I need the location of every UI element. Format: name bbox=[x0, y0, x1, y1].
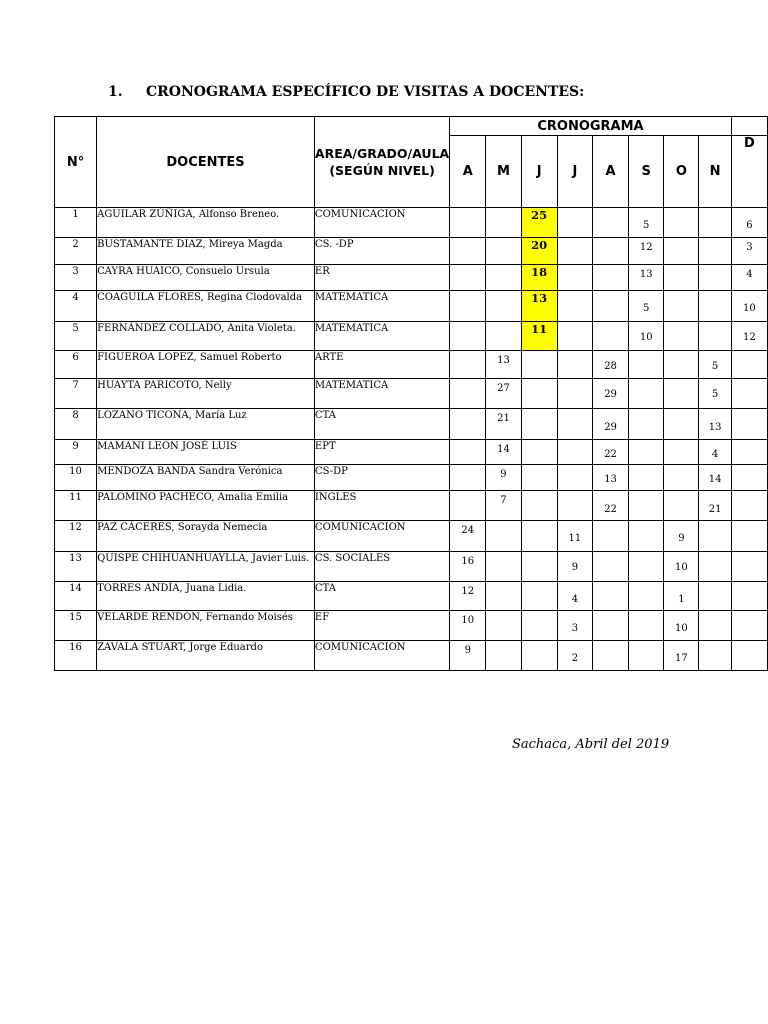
month-cell: 18 bbox=[521, 265, 557, 291]
month-cell: 10 bbox=[664, 552, 699, 582]
month-cell bbox=[731, 465, 767, 491]
month-cell bbox=[731, 582, 767, 611]
section-number: 1. bbox=[108, 84, 123, 100]
table-row bbox=[55, 208, 768, 238]
month-cell bbox=[486, 322, 521, 351]
docente-name: LOZANO TICONA, María Luz bbox=[97, 409, 315, 440]
month-cell bbox=[557, 208, 592, 238]
month-cell bbox=[699, 322, 731, 351]
table-row bbox=[55, 440, 768, 465]
month-cell: 14 bbox=[486, 440, 521, 465]
month-cell bbox=[629, 521, 664, 552]
area-cell: CS-DP bbox=[314, 465, 449, 491]
month-cell: 22 bbox=[592, 491, 628, 521]
table-row bbox=[55, 465, 768, 491]
month-cell: 10 bbox=[450, 611, 486, 641]
month-cell bbox=[664, 379, 699, 409]
month-cell: 13 bbox=[592, 465, 628, 491]
month-cell bbox=[731, 552, 767, 582]
month-cell: 10 bbox=[629, 322, 664, 351]
month-header: D bbox=[731, 136, 767, 208]
month-cell: 25 bbox=[521, 208, 557, 238]
month-cell: 13 bbox=[629, 265, 664, 291]
month-cell bbox=[664, 351, 699, 379]
month-header: J bbox=[521, 136, 557, 208]
month-cell: 3 bbox=[557, 611, 592, 641]
area-cell: ER bbox=[314, 265, 449, 291]
row-number: 13 bbox=[55, 552, 97, 582]
month-cell bbox=[557, 322, 592, 351]
area-cell: MATEMATICA bbox=[314, 322, 449, 351]
month-cell bbox=[629, 409, 664, 440]
month-cell bbox=[699, 208, 731, 238]
month-cell bbox=[592, 208, 628, 238]
month-cell bbox=[664, 465, 699, 491]
month-cell bbox=[557, 265, 592, 291]
row-number: 16 bbox=[55, 641, 97, 671]
row-number: 7 bbox=[55, 379, 97, 409]
area-cell: CTA bbox=[314, 409, 449, 440]
area-cell: EPT bbox=[314, 440, 449, 465]
row-number: 1 bbox=[55, 208, 97, 238]
month-cell bbox=[731, 491, 767, 521]
month-cell: 9 bbox=[450, 641, 486, 671]
month-header: M bbox=[486, 136, 521, 208]
header-number: N° bbox=[55, 117, 97, 208]
month-cell: 9 bbox=[486, 465, 521, 491]
month-cell bbox=[486, 238, 521, 265]
month-cell: 13 bbox=[486, 351, 521, 379]
month-cell: 17 bbox=[664, 641, 699, 671]
month-cell bbox=[731, 521, 767, 552]
month-cell: 14 bbox=[699, 465, 731, 491]
month-cell bbox=[731, 440, 767, 465]
docente-name: VELARDE RENDÓN, Fernando Moisés bbox=[97, 611, 315, 641]
header-blank bbox=[731, 117, 767, 136]
row-number: 12 bbox=[55, 521, 97, 552]
month-cell bbox=[699, 265, 731, 291]
month-cell bbox=[731, 409, 767, 440]
month-cell bbox=[521, 351, 557, 379]
table-row bbox=[55, 641, 768, 671]
docente-name: AGUILAR ZÚÑIGA, Alfonso Breneo. bbox=[97, 208, 315, 238]
month-cell bbox=[557, 238, 592, 265]
month-cell bbox=[592, 521, 628, 552]
month-cell bbox=[664, 208, 699, 238]
area-cell: COMUNICACION bbox=[314, 641, 449, 671]
month-cell bbox=[592, 238, 628, 265]
month-cell: 11 bbox=[521, 322, 557, 351]
area-cell: COMUNICACION bbox=[314, 208, 449, 238]
table-row bbox=[55, 409, 768, 440]
table-row bbox=[55, 521, 768, 552]
row-number: 14 bbox=[55, 582, 97, 611]
month-cell bbox=[629, 491, 664, 521]
month-cell: 4 bbox=[557, 582, 592, 611]
month-cell: 7 bbox=[486, 491, 521, 521]
month-cell bbox=[592, 265, 628, 291]
area-cell: MATEMATICA bbox=[314, 291, 449, 322]
table-row bbox=[55, 611, 768, 641]
month-cell bbox=[664, 265, 699, 291]
month-cell: 21 bbox=[486, 409, 521, 440]
month-cell: 20 bbox=[521, 238, 557, 265]
month-cell bbox=[699, 521, 731, 552]
row-number: 15 bbox=[55, 611, 97, 641]
month-cell bbox=[486, 552, 521, 582]
month-cell: 21 bbox=[699, 491, 731, 521]
month-cell bbox=[486, 582, 521, 611]
month-cell bbox=[664, 291, 699, 322]
month-cell: 28 bbox=[592, 351, 628, 379]
month-cell: 5 bbox=[699, 379, 731, 409]
month-cell: 22 bbox=[592, 440, 628, 465]
month-cell bbox=[521, 582, 557, 611]
month-cell bbox=[557, 291, 592, 322]
row-number: 11 bbox=[55, 491, 97, 521]
month-cell bbox=[521, 552, 557, 582]
month-cell bbox=[521, 491, 557, 521]
section-heading bbox=[108, 84, 584, 100]
month-cell bbox=[486, 641, 521, 671]
month-cell bbox=[450, 351, 486, 379]
month-cell bbox=[699, 552, 731, 582]
month-cell bbox=[592, 552, 628, 582]
row-number: 5 bbox=[55, 322, 97, 351]
table-row bbox=[55, 265, 768, 291]
month-cell: 4 bbox=[731, 265, 767, 291]
month-cell bbox=[731, 611, 767, 641]
row-number: 8 bbox=[55, 409, 97, 440]
month-cell bbox=[521, 409, 557, 440]
month-cell bbox=[664, 440, 699, 465]
month-cell: 9 bbox=[664, 521, 699, 552]
month-cell bbox=[664, 409, 699, 440]
docente-name: ZAVALA STUART, Jorge Eduardo bbox=[97, 641, 315, 671]
month-cell bbox=[629, 552, 664, 582]
month-cell bbox=[450, 238, 486, 265]
month-cell: 2 bbox=[557, 641, 592, 671]
table-row bbox=[55, 582, 768, 611]
area-cell: INGLES bbox=[314, 491, 449, 521]
month-cell bbox=[664, 238, 699, 265]
month-cell bbox=[629, 611, 664, 641]
month-cell bbox=[450, 409, 486, 440]
schedule-rows bbox=[55, 208, 768, 671]
month-cell bbox=[521, 521, 557, 552]
table-row bbox=[55, 552, 768, 582]
docente-name: QUISPE CHIHUANHUAYLLA, Javier Luis. bbox=[97, 552, 315, 582]
month-header: N bbox=[699, 136, 731, 208]
month-cell bbox=[699, 582, 731, 611]
month-cell bbox=[450, 465, 486, 491]
header-cronograma: CRONOGRAMA bbox=[450, 117, 732, 136]
area-cell: EF bbox=[314, 611, 449, 641]
month-header: A bbox=[450, 136, 486, 208]
table-row bbox=[55, 291, 768, 322]
header-docentes: DOCENTES bbox=[97, 117, 315, 208]
month-cell bbox=[592, 322, 628, 351]
month-cell bbox=[521, 611, 557, 641]
schedule-table bbox=[54, 116, 768, 671]
area-cell: CS. -DP bbox=[314, 238, 449, 265]
month-cell bbox=[629, 379, 664, 409]
month-cell bbox=[521, 379, 557, 409]
month-header: J bbox=[557, 136, 592, 208]
month-cell bbox=[731, 641, 767, 671]
docente-name: FERNÁNDEZ COLLADO, Anita Violeta. bbox=[97, 322, 315, 351]
docente-name: PAZ CÁCERES, Sorayda Nemecia bbox=[97, 521, 315, 552]
month-cell bbox=[629, 582, 664, 611]
month-cell bbox=[486, 291, 521, 322]
area-cell: ARTE bbox=[314, 351, 449, 379]
table-row bbox=[55, 379, 768, 409]
header-area: AREA/GRADO/AULA (SEGÚN NIVEL) bbox=[314, 117, 449, 208]
month-cell: 5 bbox=[629, 291, 664, 322]
area-cell: COMUNICACION bbox=[314, 521, 449, 552]
month-cell: 6 bbox=[731, 208, 767, 238]
docente-name: MENDOZA BANDA Sandra Verónica bbox=[97, 465, 315, 491]
table-row bbox=[55, 491, 768, 521]
month-cell bbox=[664, 491, 699, 521]
docente-name: FIGUEROA LOPEZ, Samuel Roberto bbox=[97, 351, 315, 379]
month-cell bbox=[557, 465, 592, 491]
month-cell: 13 bbox=[521, 291, 557, 322]
month-cell: 11 bbox=[557, 521, 592, 552]
month-cell: 10 bbox=[731, 291, 767, 322]
month-cell bbox=[557, 409, 592, 440]
month-cell bbox=[699, 238, 731, 265]
month-cell bbox=[699, 641, 731, 671]
month-cell bbox=[592, 291, 628, 322]
row-number: 10 bbox=[55, 465, 97, 491]
month-cell bbox=[731, 351, 767, 379]
docente-name: CAYRA HUAICO, Consuelo Ursula bbox=[97, 265, 315, 291]
docente-name: HUAYTA PARICOTO, Nelly bbox=[97, 379, 315, 409]
month-header: O bbox=[664, 136, 699, 208]
month-cell bbox=[629, 641, 664, 671]
place-date: Sachaca, Abril del 2019 bbox=[512, 737, 670, 752]
month-cell bbox=[699, 611, 731, 641]
month-cell: 3 bbox=[731, 238, 767, 265]
month-cell: 12 bbox=[450, 582, 486, 611]
month-cell bbox=[592, 641, 628, 671]
month-cell bbox=[450, 440, 486, 465]
month-cell bbox=[664, 322, 699, 351]
month-cell: 5 bbox=[699, 351, 731, 379]
docente-name: BUSTAMANTE DIAZ, Mireya Magda bbox=[97, 238, 315, 265]
row-number: 2 bbox=[55, 238, 97, 265]
table-row bbox=[55, 322, 768, 351]
month-cell bbox=[629, 440, 664, 465]
month-cell: 24 bbox=[450, 521, 486, 552]
month-cell bbox=[521, 465, 557, 491]
month-cell bbox=[557, 440, 592, 465]
month-cell: 12 bbox=[629, 238, 664, 265]
month-cell bbox=[486, 611, 521, 641]
month-cell: 4 bbox=[699, 440, 731, 465]
row-number: 4 bbox=[55, 291, 97, 322]
docente-name: COAGUILA FLORES, Regina Clodovalda bbox=[97, 291, 315, 322]
month-cell bbox=[450, 265, 486, 291]
month-cell bbox=[450, 379, 486, 409]
month-header: A bbox=[592, 136, 628, 208]
month-cell bbox=[450, 491, 486, 521]
table-row bbox=[55, 238, 768, 265]
row-number: 3 bbox=[55, 265, 97, 291]
month-cell: 1 bbox=[664, 582, 699, 611]
month-cell bbox=[486, 265, 521, 291]
month-cell bbox=[450, 322, 486, 351]
docente-name: MAMANI LEÓN JOSÉ LUIS bbox=[97, 440, 315, 465]
month-cell bbox=[557, 379, 592, 409]
month-cell bbox=[486, 208, 521, 238]
month-cell bbox=[450, 208, 486, 238]
month-cell bbox=[629, 465, 664, 491]
month-cell: 16 bbox=[450, 552, 486, 582]
month-cell bbox=[731, 379, 767, 409]
month-cell bbox=[629, 351, 664, 379]
month-cell bbox=[557, 491, 592, 521]
month-cell: 5 bbox=[629, 208, 664, 238]
month-cell: 29 bbox=[592, 379, 628, 409]
month-cell bbox=[521, 440, 557, 465]
row-number: 6 bbox=[55, 351, 97, 379]
month-header: S bbox=[629, 136, 664, 208]
row-number: 9 bbox=[55, 440, 97, 465]
area-cell: CTA bbox=[314, 582, 449, 611]
month-cell: 13 bbox=[699, 409, 731, 440]
area-cell: CS. SOCIALES bbox=[314, 552, 449, 582]
month-cell: 12 bbox=[731, 322, 767, 351]
month-cell bbox=[450, 291, 486, 322]
month-cell bbox=[592, 582, 628, 611]
month-cell bbox=[592, 611, 628, 641]
section-title: CRONOGRAMA ESPECÍFICO DE VISITAS A DOCENTES: bbox=[146, 84, 585, 100]
month-cell bbox=[486, 521, 521, 552]
month-cell bbox=[699, 291, 731, 322]
month-cell: 9 bbox=[557, 552, 592, 582]
month-cell bbox=[521, 641, 557, 671]
table-row bbox=[55, 351, 768, 379]
area-cell: MATEMATICA bbox=[314, 379, 449, 409]
docente-name: TORRES ANDÍA, Juana Lidia. bbox=[97, 582, 315, 611]
docente-name: PALOMINO PACHECO, Amalia Emilia bbox=[97, 491, 315, 521]
month-cell: 10 bbox=[664, 611, 699, 641]
month-cell: 29 bbox=[592, 409, 628, 440]
month-cell: 27 bbox=[486, 379, 521, 409]
month-cell bbox=[557, 351, 592, 379]
